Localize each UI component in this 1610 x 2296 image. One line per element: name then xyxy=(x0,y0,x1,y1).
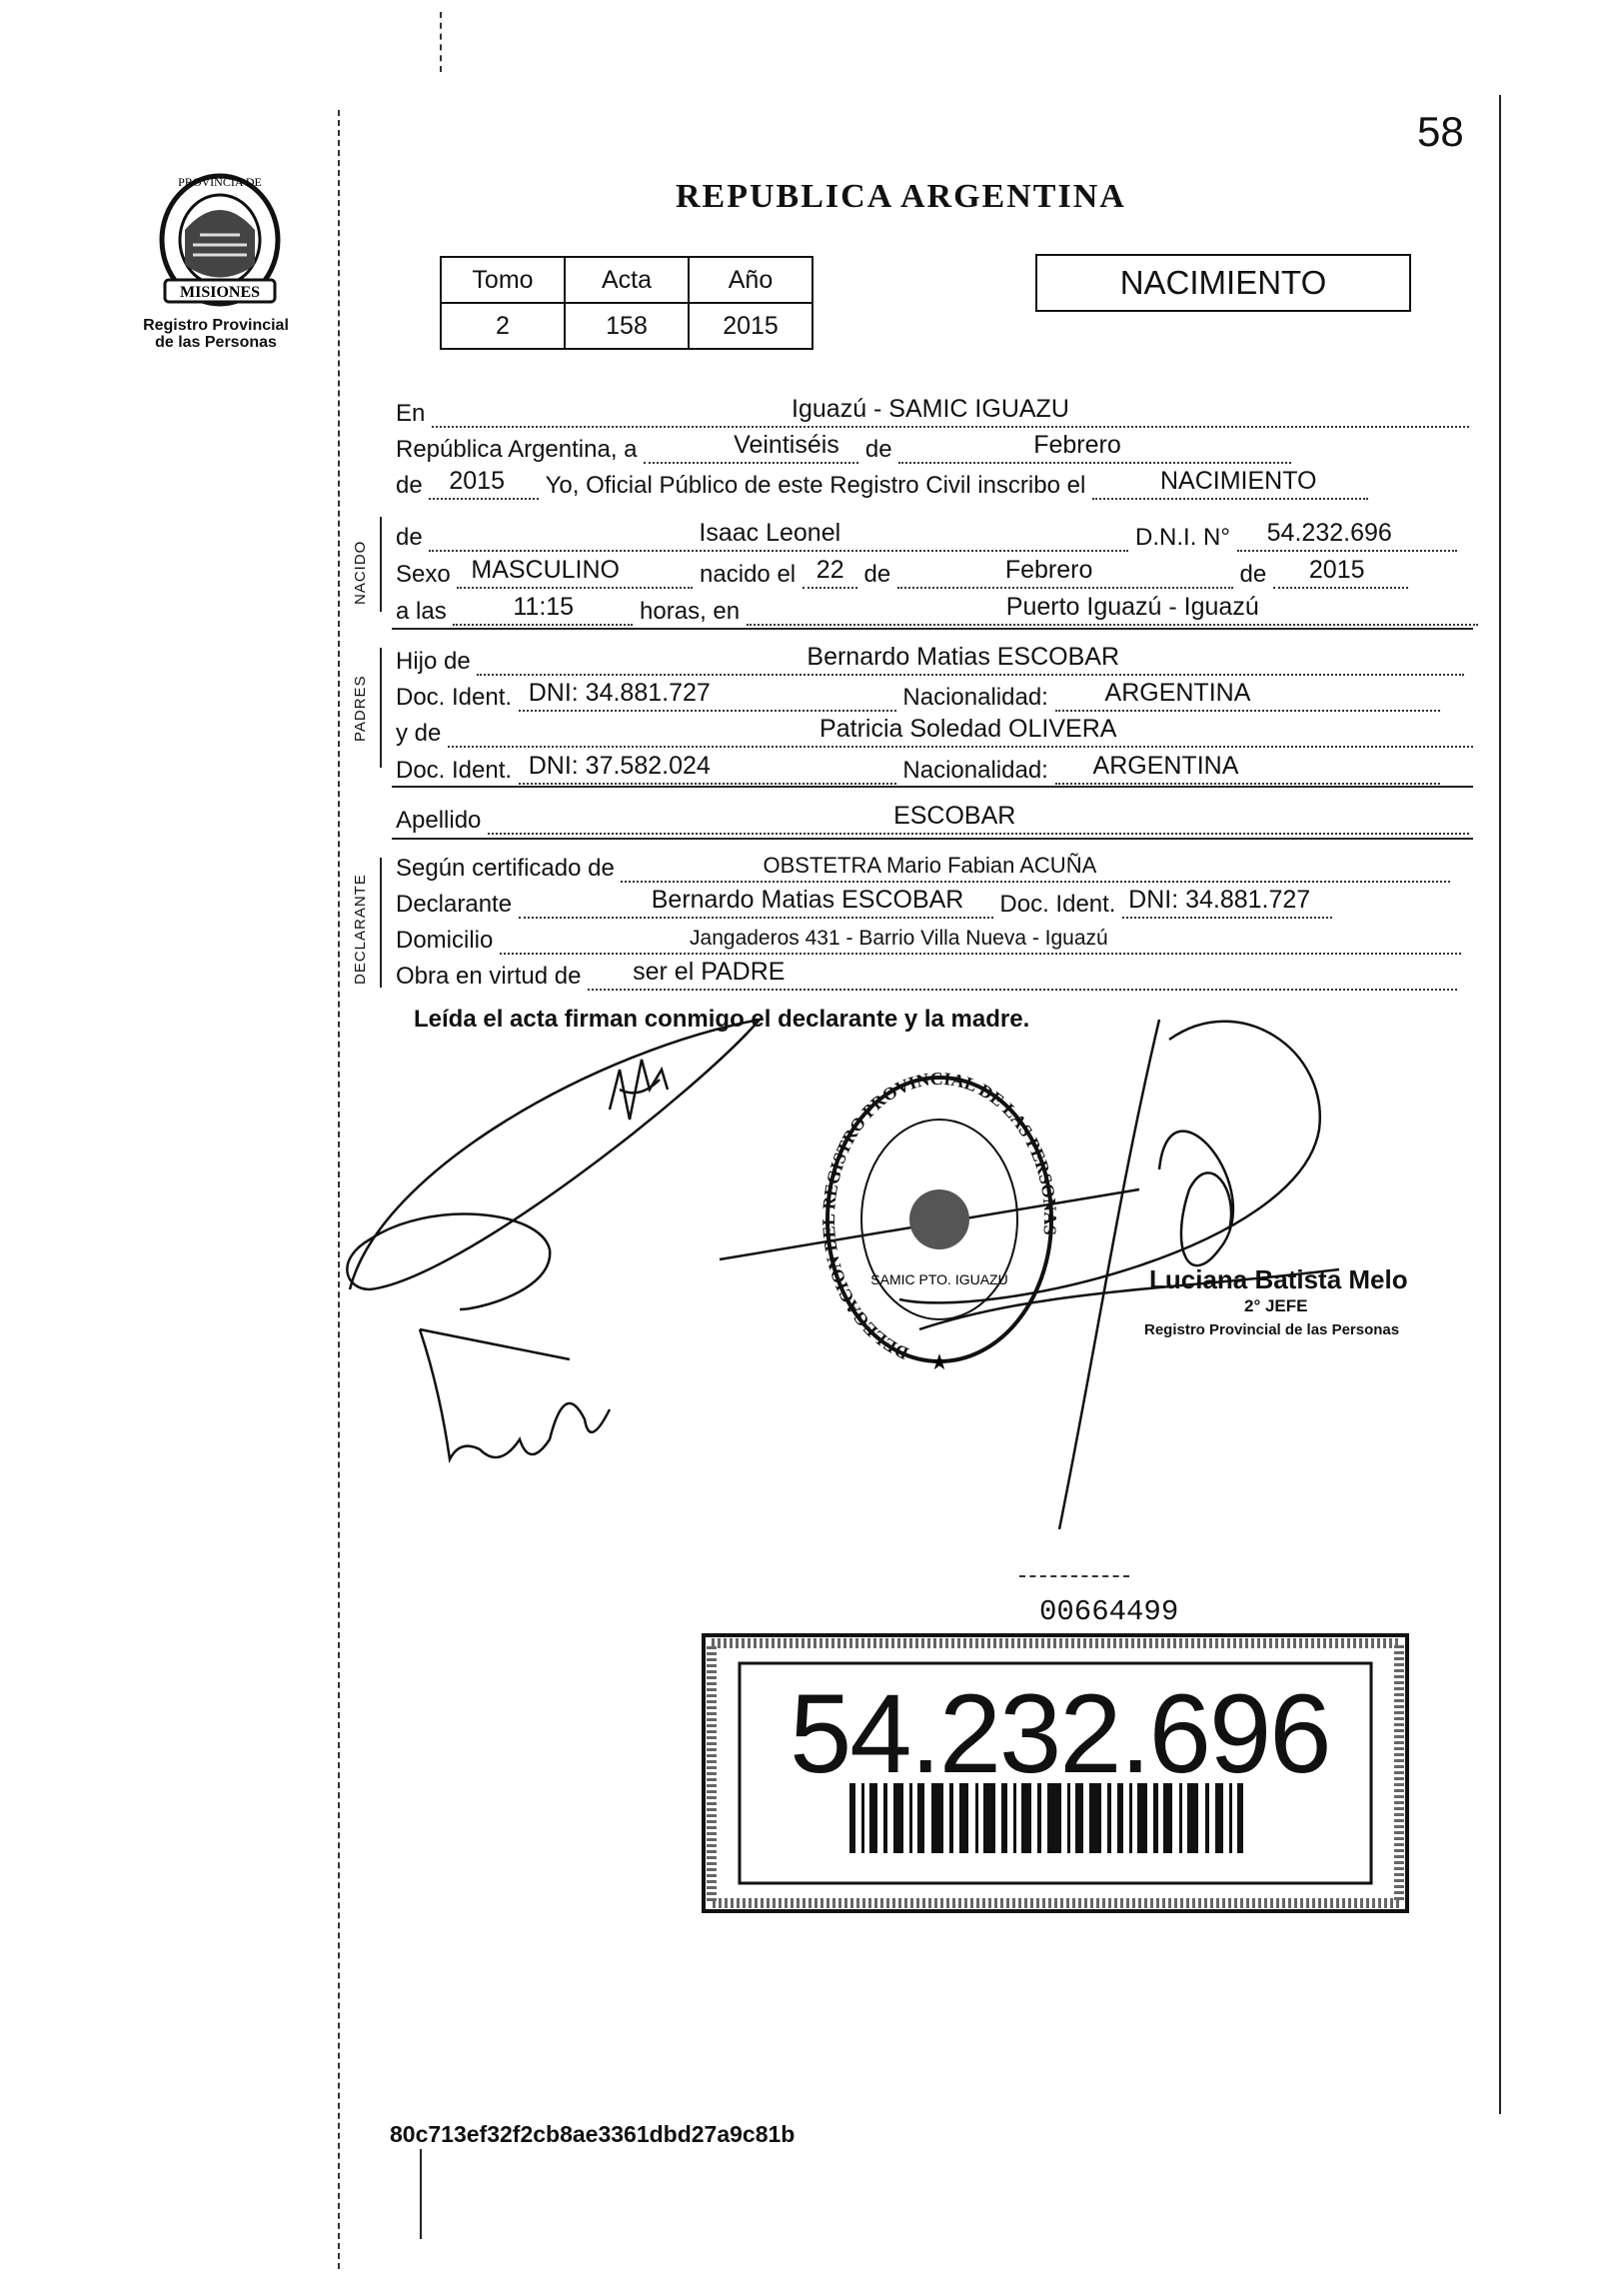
seal-top-text: PROVINCIA DE xyxy=(178,175,262,189)
mother-signature xyxy=(420,1329,610,1459)
nacido-label: nacido el xyxy=(700,561,797,588)
inscribe-value: NACIMIENTO xyxy=(1159,467,1317,495)
stamp-ring-text: DELEGACION DEL REGISTRO PROVINCIAL DE LAS PERSONAS xyxy=(819,1070,1059,1364)
document-type-box: NACIMIENTO xyxy=(1035,254,1411,312)
madre-nac-label: Nacionalidad: xyxy=(902,757,1048,784)
madre-doc-label: Doc. Ident. xyxy=(396,757,513,784)
row-hora xyxy=(396,593,1478,626)
official-stamp xyxy=(819,1070,1059,1384)
official-title: 2° JEFE xyxy=(1244,1296,1308,1315)
page-number: 58 xyxy=(1417,108,1464,155)
stamp-inner-text: SAMIC PTO. IGUAZU xyxy=(870,1271,1008,1287)
province-seal-logo xyxy=(155,170,285,315)
nacido-de2-label: de xyxy=(1239,561,1267,588)
certificado-value: OBSTETRA Mario Fabian ACUÑA xyxy=(763,853,1097,878)
barcode-number: 54.232.696 xyxy=(790,1671,1330,1796)
nombre-prefix: de xyxy=(396,524,423,551)
sexo-value: MASCULINO xyxy=(471,556,621,584)
yde-label: y de xyxy=(396,720,442,747)
padre-doc-label: Doc. Ident. xyxy=(396,684,513,711)
stamp-star-icon: ★ xyxy=(929,1349,949,1374)
right-edge-line xyxy=(1499,95,1501,2114)
row-hijo-de xyxy=(396,643,1464,676)
de-label: de xyxy=(864,436,892,463)
registry-table xyxy=(440,256,813,350)
declarante-value: Bernardo Matias ESCOBAR xyxy=(651,886,964,914)
divider-padres xyxy=(392,786,1473,788)
madre-nac: ARGENTINA xyxy=(1092,752,1239,780)
closing-text: Leída el acta firman conmigo el declarante y la madre. xyxy=(414,1006,1030,1033)
section-bar-nacido xyxy=(380,517,382,612)
document-title: REPUBLICA ARGENTINA xyxy=(676,178,1126,215)
lugar-value: Puerto Iguazú - Iguazú xyxy=(1005,593,1259,621)
domicilio-value: Jangaderos 431 - Barrio Villa Nueva - Iguazú xyxy=(690,927,1108,950)
en-value: Iguazú - SAMIC IGUAZU xyxy=(792,395,1069,423)
row-nombre xyxy=(396,519,1457,552)
nacido-de-label: de xyxy=(863,561,891,588)
row-declarante xyxy=(396,886,1332,919)
row-madre-doc xyxy=(396,752,1440,785)
nombre-value: Isaac Leonel xyxy=(699,519,841,547)
obra-value: ser el PADRE xyxy=(633,958,786,986)
side-label-declarante: DECLARANTE xyxy=(352,874,369,985)
row-apellido xyxy=(396,802,1469,835)
value-anio: 2015 xyxy=(689,303,812,349)
bottom-margin-line xyxy=(420,2149,422,2239)
declarante-label: Declarante xyxy=(396,891,513,918)
hora-label: a las xyxy=(396,598,447,625)
nacido-anio: 2015 xyxy=(1308,556,1365,584)
madre-value: Patricia Soledad OLIVERA xyxy=(819,715,1117,743)
en-label: En xyxy=(396,400,426,427)
declarant-signature-scribble xyxy=(610,1060,668,1120)
oficial-text: Yo, Oficial Público de este Registro Civil inscribo el xyxy=(545,472,1086,499)
row-republica xyxy=(396,431,1291,464)
top-dashed-mark xyxy=(440,12,442,72)
certificado-label: Según certificado de xyxy=(396,855,615,882)
row-obra xyxy=(396,958,1457,991)
logo-caption xyxy=(130,317,302,351)
section-bar-declarante xyxy=(380,858,382,988)
seal-bottom-text: MISIONES xyxy=(179,284,261,301)
declarante-doc: DNI: 34.881.727 xyxy=(1128,886,1311,914)
anio-prefix: de xyxy=(396,472,423,499)
hora-value: 11:15 xyxy=(513,593,575,621)
apellido-label: Apellido xyxy=(396,807,482,834)
dni-label: D.N.I. N° xyxy=(1135,524,1230,551)
official-name: Luciana Batista Melo xyxy=(1149,1264,1408,1294)
hijo-label: Hijo de xyxy=(396,648,471,675)
domicilio-label: Domicilio xyxy=(396,927,494,954)
header-anio: Año xyxy=(689,257,812,303)
row-padre-doc xyxy=(396,679,1440,712)
madre-doc: DNI: 37.582.024 xyxy=(528,752,711,780)
padre-nac: ARGENTINA xyxy=(1104,679,1251,707)
side-label-nacido: NACIDO xyxy=(352,540,369,605)
dni-value: 54.232.696 xyxy=(1266,519,1392,547)
obra-label: Obra en virtud de xyxy=(396,963,582,990)
nacido-dia: 22 xyxy=(815,556,844,584)
horas-en-label: horas, en xyxy=(640,598,741,625)
padre-value: Bernardo Matias ESCOBAR xyxy=(806,643,1120,671)
value-acta: 158 xyxy=(565,303,689,349)
value-tomo: 2 xyxy=(441,303,565,349)
anio-value: 2015 xyxy=(449,467,505,495)
section-bar-padres xyxy=(380,648,382,768)
row-y-de xyxy=(396,715,1473,748)
header-acta: Acta xyxy=(565,257,689,303)
serial-underline xyxy=(1019,1575,1129,1577)
declarant-signature xyxy=(347,1020,760,1309)
logo-caption-line1: Registro Provincial xyxy=(143,317,289,334)
row-certificado xyxy=(396,855,1450,883)
document-hash: 80c713ef32f2cb8ae3361dbd27a9c81b xyxy=(390,2121,796,2147)
row-en xyxy=(396,395,1469,428)
serial-number: 00664499 xyxy=(1039,1595,1179,1628)
dia-value: Veintiséis xyxy=(734,431,839,459)
mes-value: Febrero xyxy=(1033,431,1121,459)
divider-apellido xyxy=(392,838,1473,840)
row-anio-oficial xyxy=(396,467,1368,500)
divider-nacido xyxy=(392,628,1473,630)
padre-nac-label: Nacionalidad: xyxy=(902,684,1048,711)
declarante-doc-label: Doc. Ident. xyxy=(999,891,1116,918)
official-office: Registro Provincial de las Personas xyxy=(1144,1321,1400,1338)
nacido-mes: Febrero xyxy=(1004,556,1093,584)
header-tomo: Tomo xyxy=(441,257,565,303)
sexo-label: Sexo xyxy=(396,561,451,588)
row-domicilio xyxy=(396,927,1461,955)
logo-caption-line2: de las Personas xyxy=(155,334,277,351)
padre-doc: DNI: 34.881.727 xyxy=(528,679,711,707)
apellido-value: ESCOBAR xyxy=(893,802,1016,830)
side-label-padres: PADRES xyxy=(352,675,369,742)
republica-label: República Argentina, a xyxy=(396,436,638,463)
row-sexo xyxy=(396,556,1408,589)
